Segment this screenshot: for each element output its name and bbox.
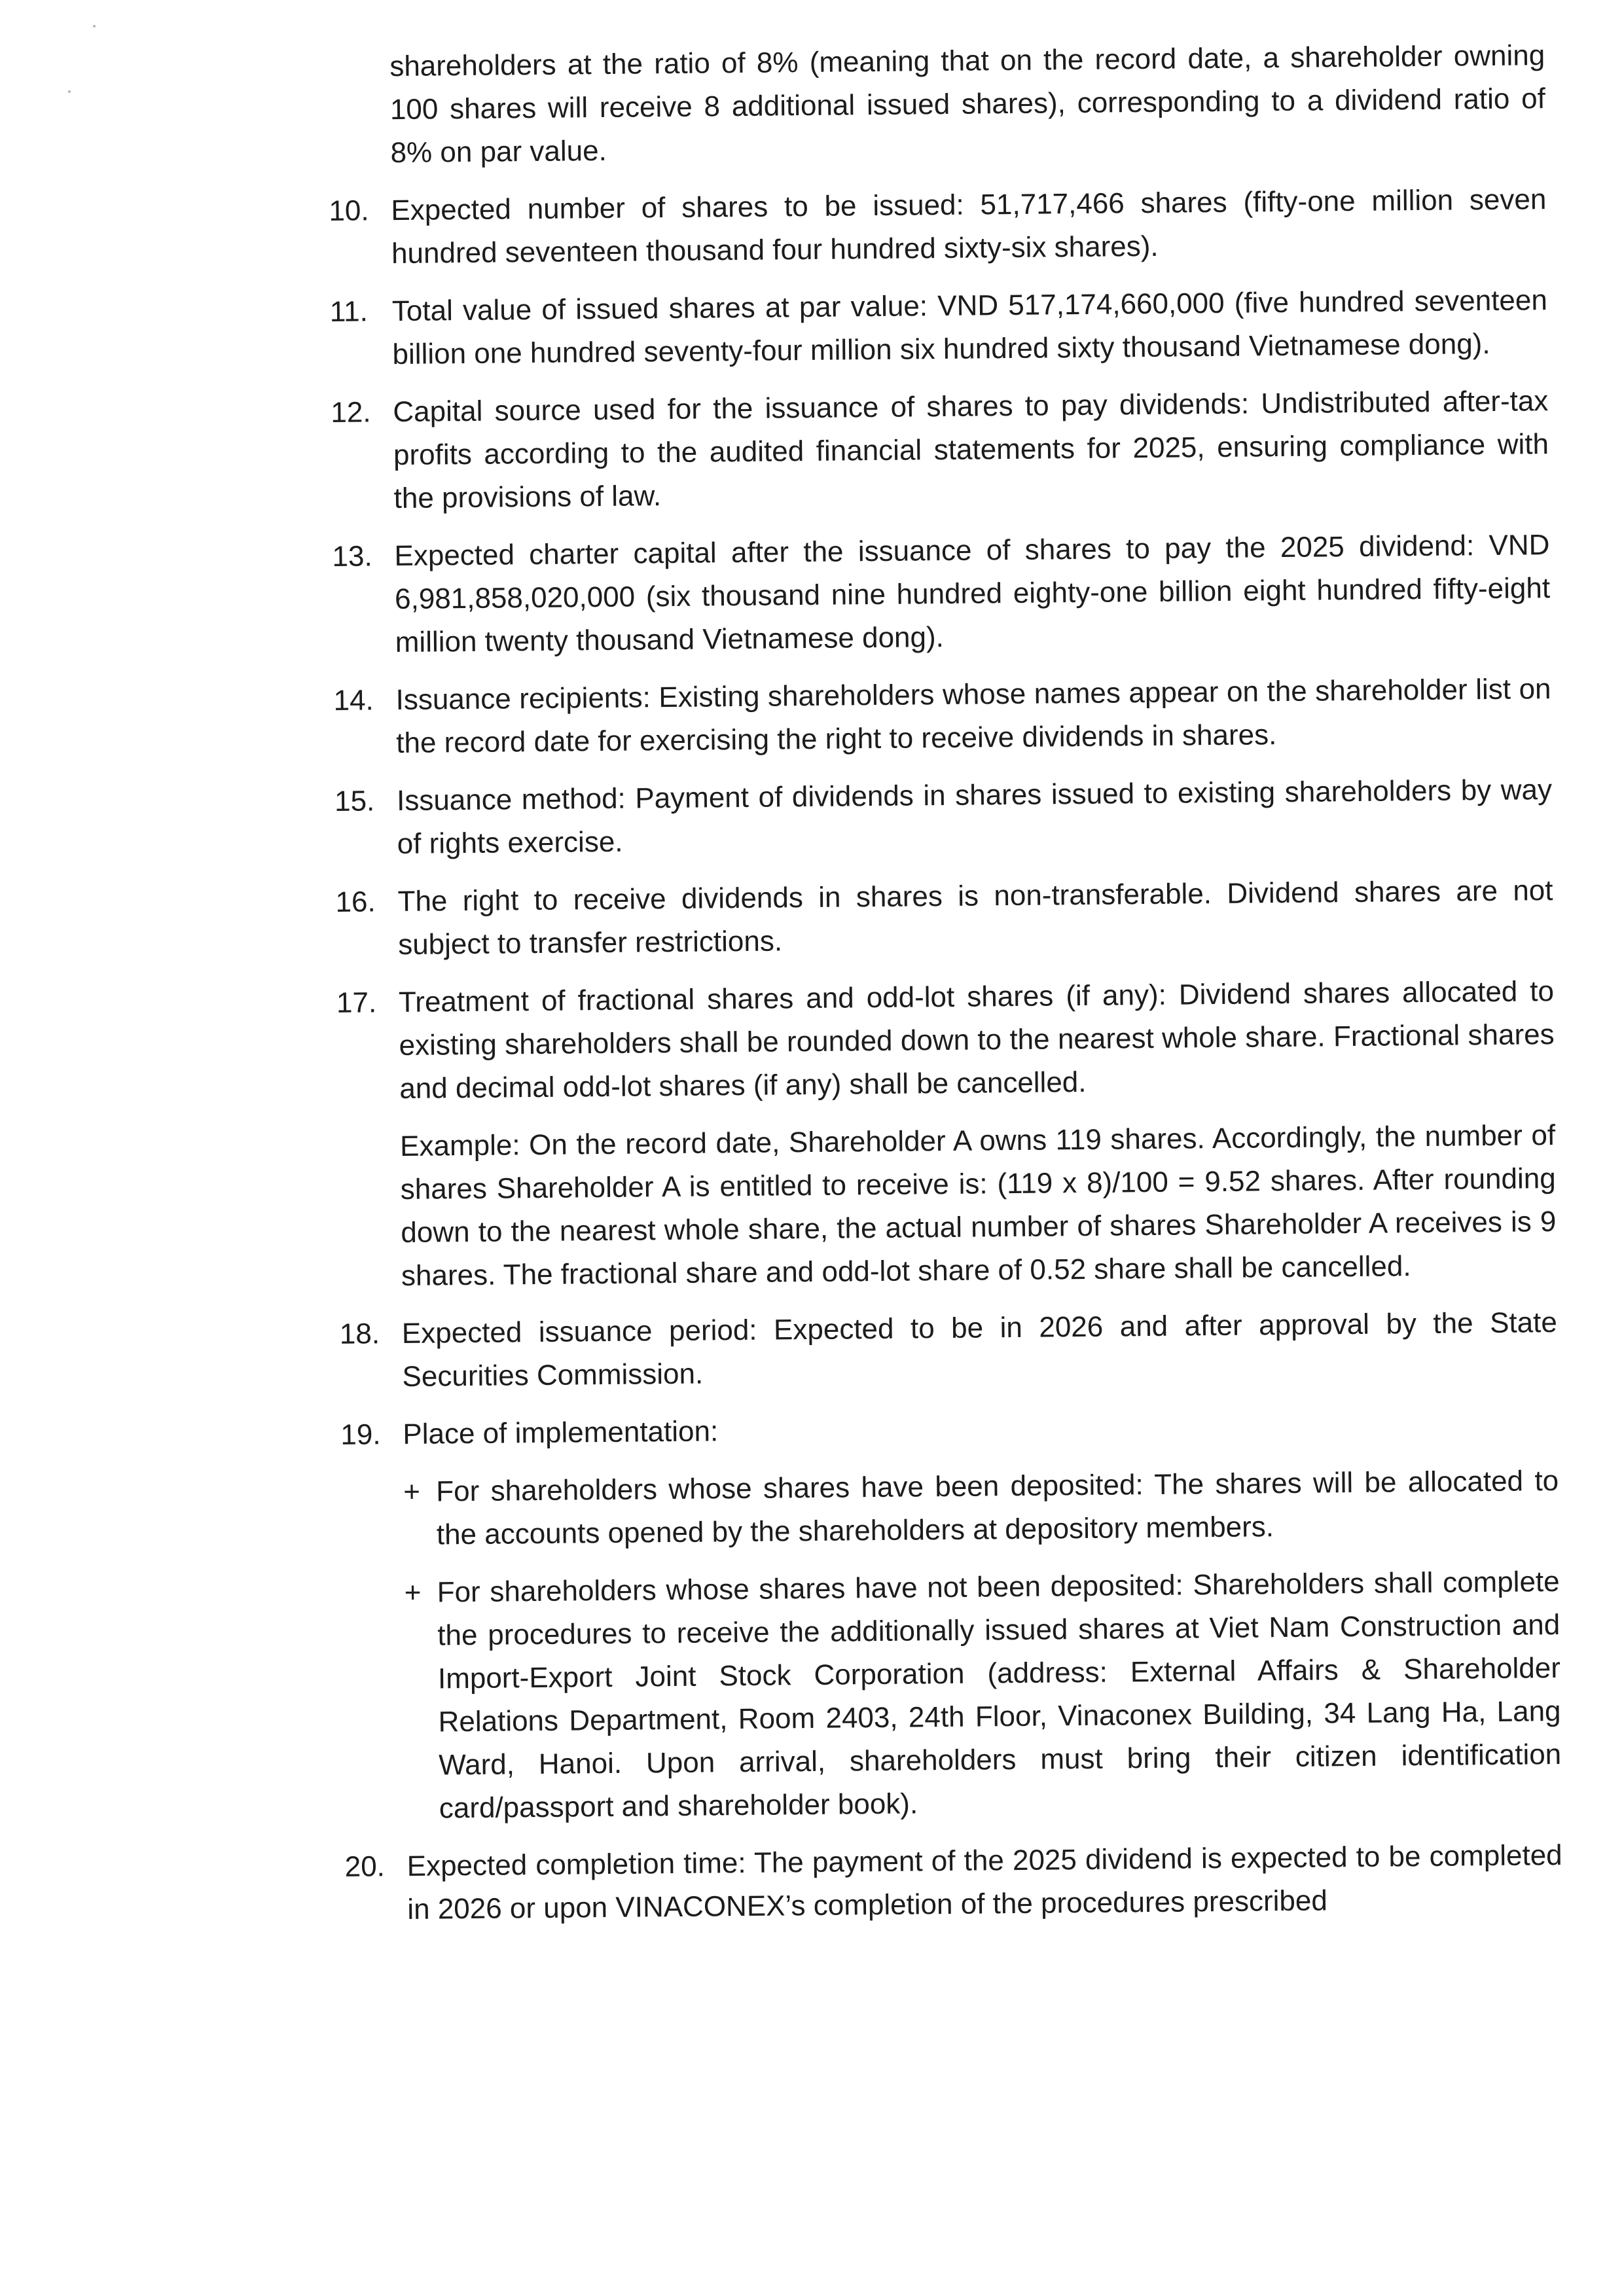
item-text: Place of implementation: <box>403 1415 719 1450</box>
item-text: The right to receive dividends in shares is non-transferable. Dividend shares are not subject to transfer restrictions. <box>397 874 1553 961</box>
item-number: 10. <box>329 194 369 227</box>
item-number: 14. <box>333 684 374 717</box>
bullet-mark: + <box>403 1475 421 1508</box>
item-text: Expected completion time: The payment of the 2025 dividend is expected to be completed in 2026 or upon VINACONEX’s completion of the procedures prescribed <box>406 1839 1562 1926</box>
item-number: 19. <box>340 1418 381 1451</box>
scan-speck <box>68 90 71 93</box>
item-text: Treatment of fractional shares and odd-lot shares (if any): Dividend shares allocated to existing shareholders shall be rounded down to the nearest whole share. Fractional shares and decimal odd-lot shares (if any) shall be cancelled. <box>398 975 1555 1105</box>
item-text: Expected issuance period: Expected to be in 2026 and after approval by the State Securities Commission. <box>401 1306 1558 1393</box>
bullet-item <box>403 1460 1559 1557</box>
list-item-10 <box>329 178 1547 276</box>
list-item-20 <box>344 1834 1562 1932</box>
list-item-18 <box>340 1301 1558 1399</box>
item-number: 17. <box>336 986 377 1019</box>
item-number: 18. <box>339 1318 380 1350</box>
bullet-text: For shareholders whose shares have been deposited: The shares will be allocated to the accounts opened by the shareholders at depository members. <box>435 1465 1559 1551</box>
scan-speck <box>93 25 96 27</box>
list-item-11 <box>330 279 1548 377</box>
intro-paragraph: shareholders at the ratio of 8% (meaning that on the record date, a shareholder owning 100 shares will receive 8 additional issued shares), corresponding to a dividend ratio of 8% on par value. <box>389 39 1546 170</box>
item-text: Issuance method: Payment of dividends in shares issued to existing shareholders by way of rights exercise. <box>396 774 1553 861</box>
item-number: 15. <box>334 785 375 817</box>
list-item-15 <box>334 768 1553 867</box>
bullet-mark: + <box>404 1576 422 1609</box>
bullet-item <box>404 1560 1562 1831</box>
item-number: 11. <box>329 295 369 328</box>
example-paragraph: Example: On the record date, Shareholder A owns 119 shares. Accordingly, the number of shares Shareholder A is entitled to receive is: (119 x 8)/100 = 9.52 shares. After rounding down to the nearest whole share, the actual number of shares Shareholder A receives is 9 shares. The fractional share and odd-lot share of 0.52 share shall be cancelled. <box>399 1119 1557 1293</box>
item-text: Expected charter capital after the issuance of shares to pay the 2025 dividend: VND 6,981,858,020,000 (six thousand nine hundred eighty-one billion eight hundred fifty-eight million twenty thousand Vietnamese dong). <box>394 529 1551 659</box>
item-text: Expected number of shares to be issued: 51,717,466 shares (fifty-one million seven hundred seventeen thousand four hundred sixty-six shares). <box>391 183 1547 270</box>
list-item-19 <box>340 1402 1562 1831</box>
item-text: Capital source used for the issuance of shares to pay dividends: Undistributed after-tax profits according to the audited financial statements for 2025, ensuring compliance with the provisions of law. <box>393 385 1549 515</box>
item-number: 13. <box>332 540 372 573</box>
item-number: 16. <box>335 886 376 918</box>
item-text: Total value of issued shares at par value: VND 517,174,660,000 (five hundred seventeen billion one hundred seventy-four million six hundred sixty thousand Vietnamese dong). <box>391 284 1548 371</box>
document-body <box>327 34 1563 1946</box>
list-item-13 <box>332 524 1551 665</box>
bullet-text: For shareholders whose shares have not been deposited: Shareholders shall complete the procedures to receive the additionally issued shares at Viet Nam Construction and Import-Export Joint Stock Corporation (address: External Affairs & Shareholder Relations Department, Room 2403, 24th Floor, Vinaconex Building, 34 Lang Ha, Lang Ward, Hanoi. Upon arrival, shareholders must bring their citizen identification card/passport and shareholder book). <box>437 1566 1562 1825</box>
list-item-14 <box>333 668 1551 766</box>
item-number: 20. <box>344 1850 386 1883</box>
list-item-16 <box>335 869 1553 967</box>
list-item-12 <box>331 380 1549 521</box>
item-number: 12. <box>331 396 371 429</box>
item-text: Issuance recipients: Existing shareholders whose names appear on the shareholder list on the record date for exercising the right to receive dividends in shares. <box>395 673 1551 760</box>
list-item-17 <box>336 970 1557 1299</box>
